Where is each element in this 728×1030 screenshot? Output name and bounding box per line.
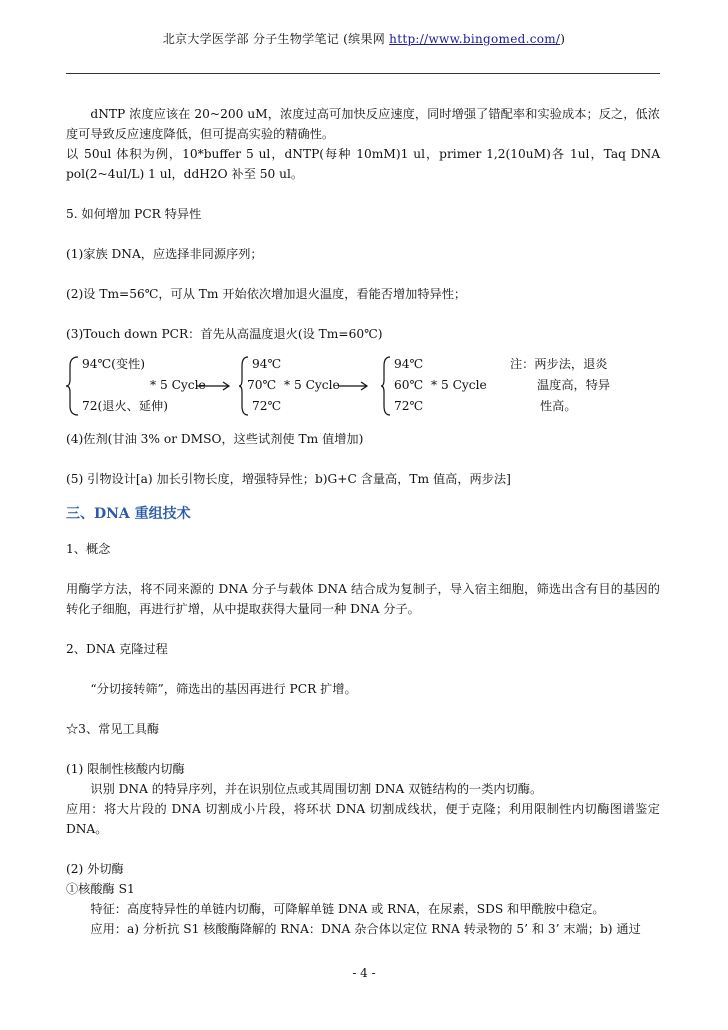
header-rule: [66, 73, 660, 74]
g2-mid: 70℃: [247, 378, 277, 392]
tip-family-dna: (1)家族 DNA，应选择非同源序列；: [66, 247, 263, 261]
g3-mid: 60℃: [394, 378, 424, 392]
g3-bottom: 72℃: [394, 399, 424, 413]
question-5-title: 5. 如何增加 PCR 特异性: [66, 207, 202, 221]
header-title: 北京大学医学部 分子生物学笔记 (缤果网: [162, 32, 390, 46]
cloning-process-title: 2、DNA 克隆过程: [66, 642, 168, 656]
tip-primer-design: (5) 引物设计[a) 加长引物长度，增强特异性；b)G+C 含量高，Tm 值高，两步法]: [66, 472, 511, 486]
restriction-enzyme-definition: 识别 DNA 的特异序列，并在识别位点或其周围切割 DNA 双链结构的一类内切酶。: [90, 782, 543, 796]
tool-enzymes-title: ☆3、常见工具酶: [66, 722, 160, 736]
nuclease-s1-application: 应用：a) 分析抗 S1 核酸酶降解的 RNA：DNA 杂合体以定位 RNA 转录物的 5’ 和 3’ 末端；b) 通过: [90, 922, 641, 936]
g2-cycle: * 5 Cycle: [284, 378, 340, 392]
concept-text: 用酶学方法，将不同来源的 DNA 分子与载体 DNA 结合成为复制子，导入宿主细胞，筛选出含有目的基因的转化子细胞，再进行扩增，从中提取获得大量同一种 DNA 分子。: [66, 582, 660, 616]
restriction-enzyme-title: (1) 限制性核酸内切酶: [66, 762, 185, 776]
scheme-note-line1: 注：两步法，退炎: [510, 357, 608, 371]
scheme-note-line2: 温度高，特异: [537, 378, 611, 392]
page-header: [0, 30, 728, 47]
header-close: ): [560, 32, 566, 46]
tip-annealing-temp: (2)设 Tm=56℃，可从 Tm 开始依次增加退火温度，看能否增加特异性；: [66, 287, 467, 301]
tip-additive: (4)佐剂(甘油 3% or DMSO，这些试剂使 Tm 值增加): [66, 432, 364, 446]
touchdown-scheme: [66, 356, 660, 416]
header-link[interactable]: http://www.bingomed.com/: [389, 32, 561, 46]
scheme-note-line3: 性高。: [540, 399, 577, 413]
tip-touchdown-pcr: (3)Touch down PCR：首先从高温度退火(设 Tm=60℃): [66, 327, 383, 341]
page-content: [66, 104, 660, 939]
paragraph-dntp-concentration: dNTP 浓度应该在 20~200 uM，浓度过高可加快反应速度，同时增强了错配率和实验成本；反之，低浓度可导致反应速度降低，但可提高实验的精确性。: [66, 107, 660, 141]
paragraph-dntp-recipe: 以 50ul 体积为例，10*buffer 5 ul，dNTP(每种 10mM)1 ul，primer 1,2(10uM)各 1ul，Taq DNA pol(2~4ul/L) 1 ul，ddH2O 补至 50 ul。: [66, 147, 660, 181]
page-number: - 4 -: [352, 966, 376, 980]
g1-top: 94℃(变性): [82, 357, 146, 371]
cloning-process-text: “分切接转筛”，筛选出的基因再进行 PCR 扩增。: [90, 682, 357, 696]
restriction-enzyme-application: 应用：将大片段的 DNA 切割成小片段，将环状 DNA 切割成线状，便于克隆；利用限制性内切酶图谱鉴定 DNA。: [66, 802, 660, 836]
nuclease-s1-title: ①核酸酶 S1: [66, 882, 135, 896]
nuclease-s1-feature: 特征：高度特异性的单链内切酶，可降解单链 DNA 或 RNA，在尿素，SDS 和甲酰胺中稳定。: [90, 902, 605, 916]
g3-top: 94℃: [394, 357, 424, 371]
g3-cycle: * 5 Cycle: [431, 378, 487, 392]
exonuclease-title: (2) 外切酶: [66, 862, 124, 876]
g2-bottom: 72℃: [252, 399, 282, 413]
g1-bottom: 72(退火、延伸): [82, 399, 168, 413]
g2-top: 94℃: [252, 357, 282, 371]
concept-title: 1、概念: [66, 542, 111, 556]
g1-cycle: * 5 Cycle: [150, 378, 206, 392]
section-3-heading: 三、DNA 重组技术: [66, 506, 191, 522]
